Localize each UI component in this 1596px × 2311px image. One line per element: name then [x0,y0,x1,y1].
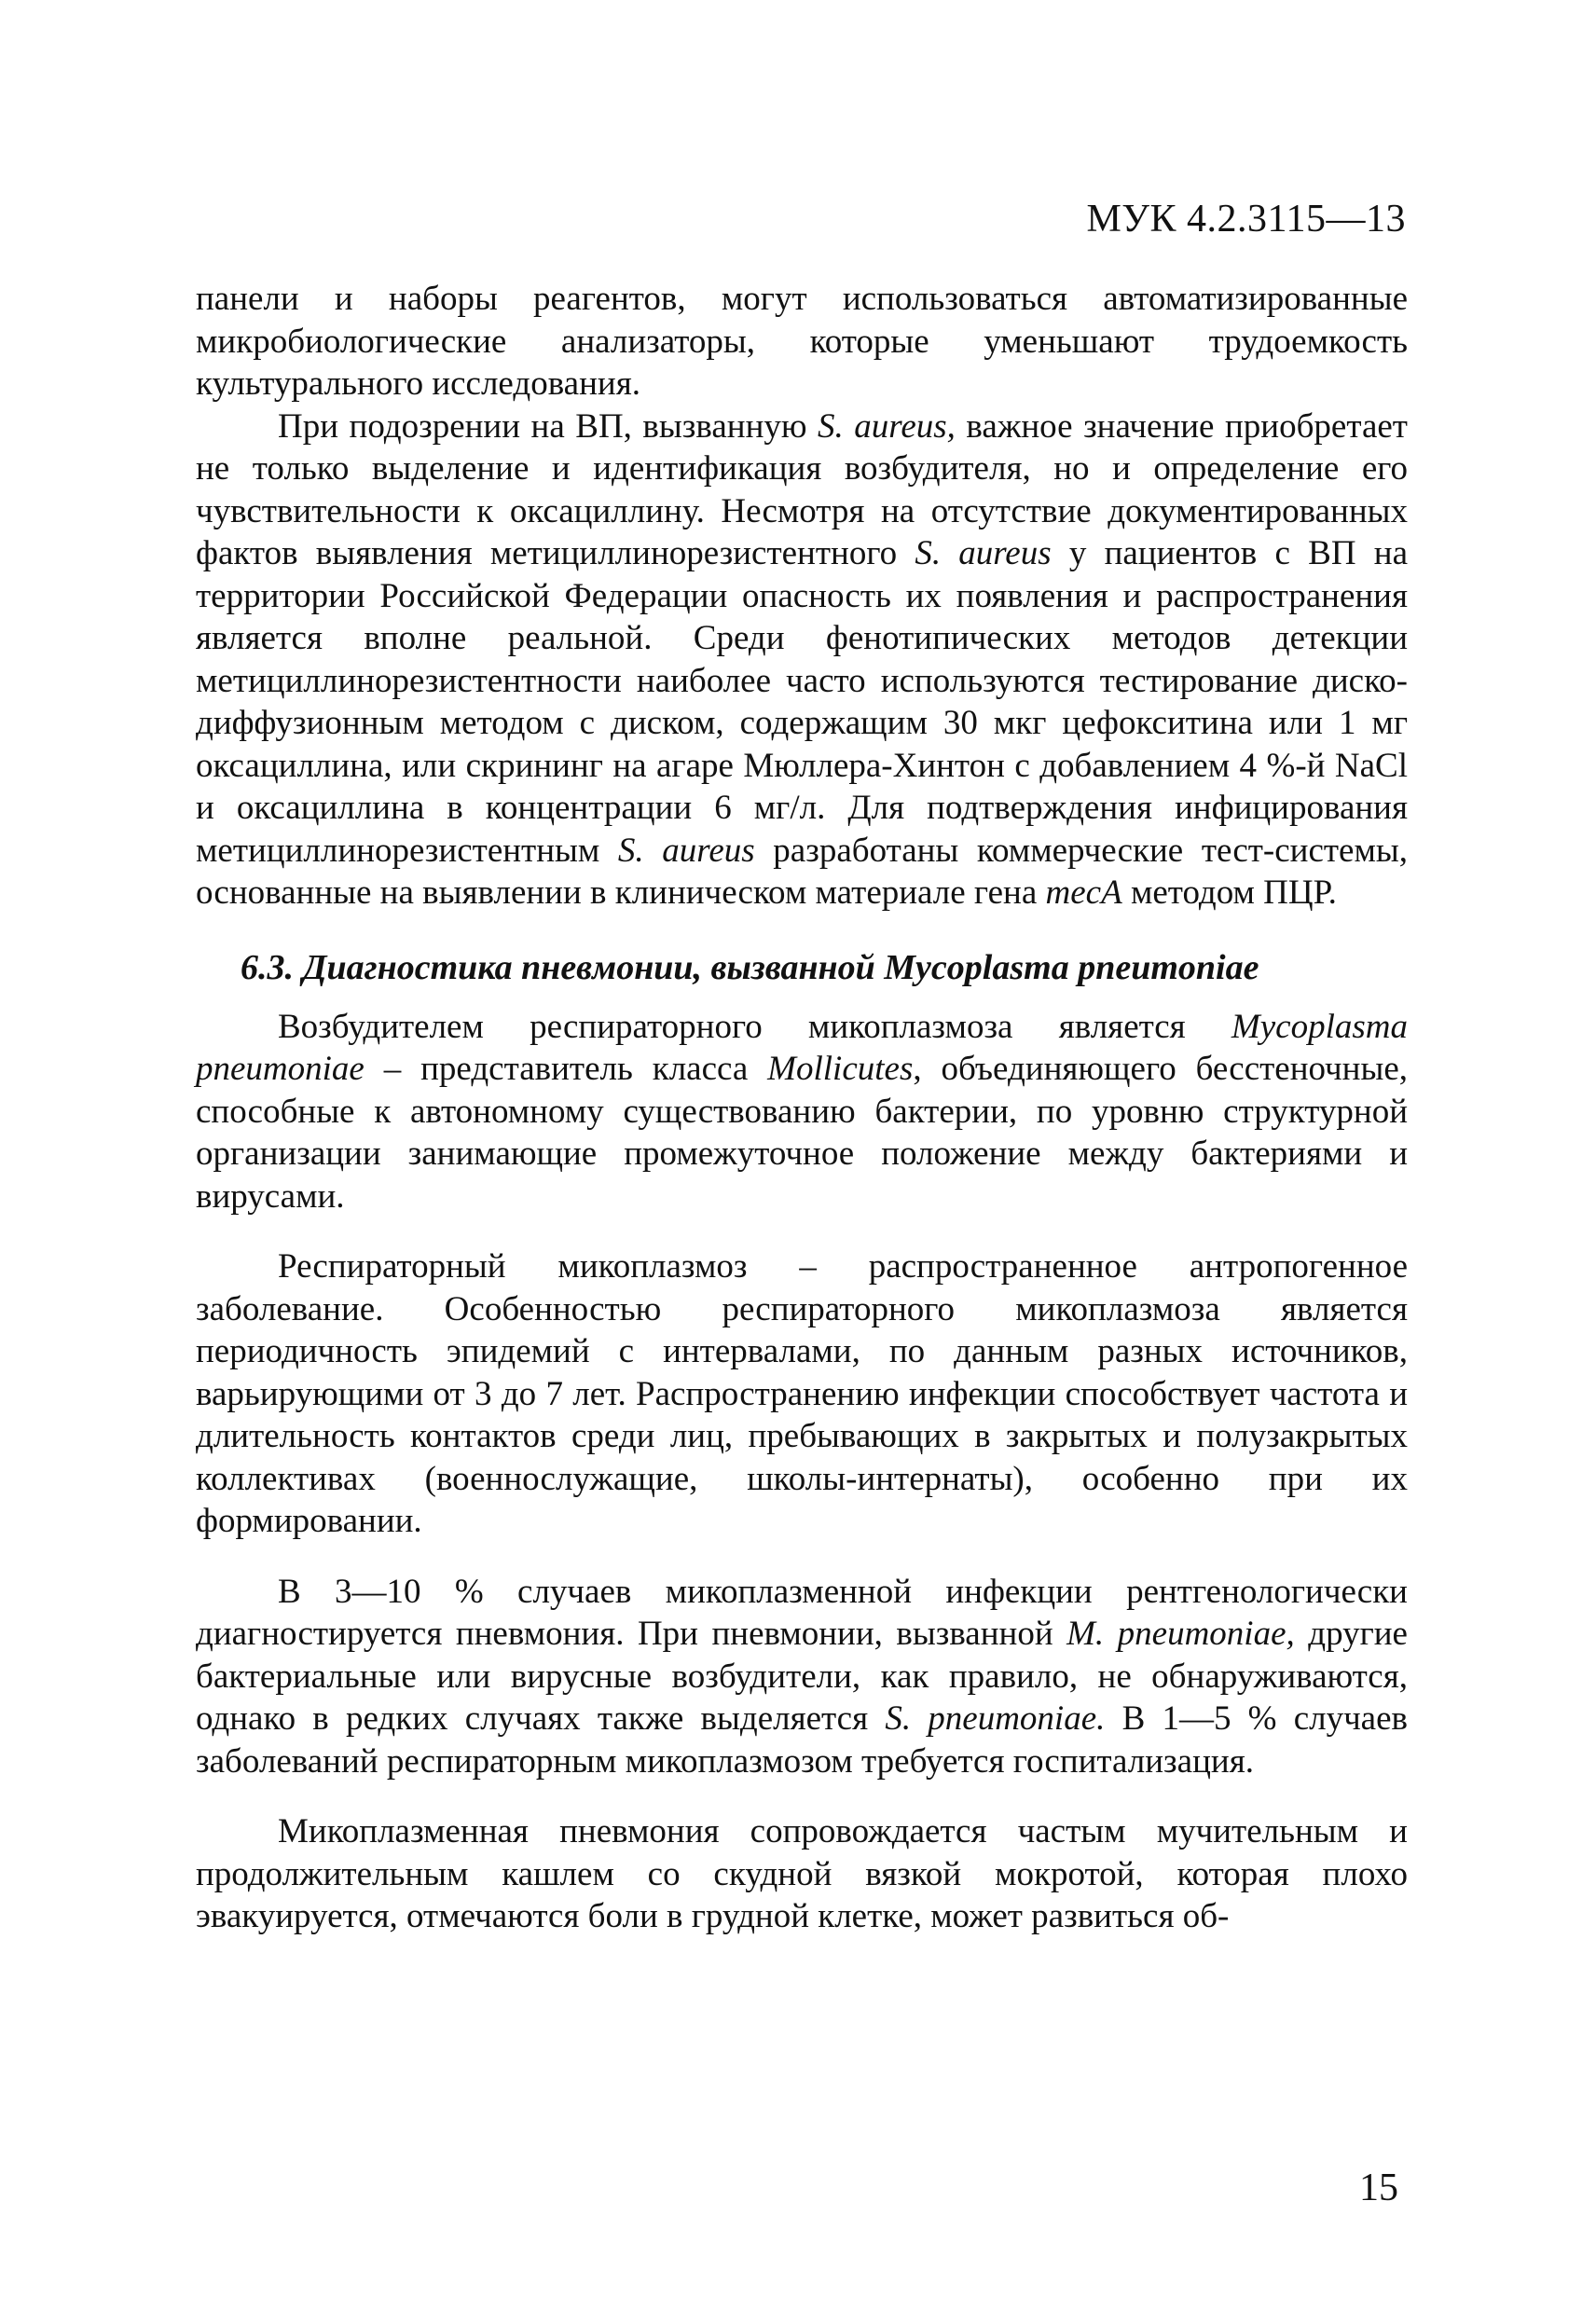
paragraph-1: панели и наборы реагентов, могут использоваться автоматизированные микробиологические анализаторы, которые уменьшают трудоемкость культурального исследования. [196,280,1408,403]
paragraph-6: Микоплазменная пневмония сопровождается частым мучительным и продолжительным кашлем со скудной вязкой мокротой, которая плохо эвакуируется, отмечаются боли в грудной клетке, может развиться об- [196,1812,1408,1935]
species-m-pneumoniae: M. pneumoniae, [1066,1615,1295,1653]
paragraph-2 [196,406,1408,915]
paragraph-2-text-d: разработаны коммерческие тест-системы, основанные на выявлении в клиническом материале гена [196,831,1409,912]
paragraph-5-text-b: другие бактериальные или вирусные возбудители, как правило, не обнаруживаются, однако в редких случаях также выделяется [196,1615,1408,1738]
paragraph-3 [196,1006,1408,1218]
species-s-aureus: S. aureus [617,831,755,870]
paragraph-3-text-c: , объединяющего бесстеночные, способные к автономному существованию бактерии, по уровню структурной организации занимающие промежуточное положение между бактериями и вирусами. [196,1050,1408,1216]
paragraph-5 [196,1571,1408,1783]
body-text [196,278,1408,1938]
paragraph-3-text-b: – представитель класса [364,1050,768,1088]
paragraph-4: Респираторный микоплазмоз – распространенное антропогенное заболевание. Особенностью респираторного микоплазмоза является периодичность эпидемий с интервалами, по данным разных источников, варьирующими от 3 до 7 лет. Распространению инфекции способствует частота и длительность контактов среди лиц, пребывающих в закрытых и полузакрытых коллективах (военнослужащие, школы-интернаты), особенно при их формировании. [196,1247,1408,1540]
paragraph-2-text-a: При подозрении на ВП, вызванную [278,406,819,446]
paragraph-3-text-a: Возбудителем респираторного микоплазмоза является [278,1007,1231,1046]
species-s-aureus: S. aureus [915,534,1052,572]
paragraph-2-text-e: методом ПЦР. [1121,874,1337,912]
gene-meca: mecA [1045,874,1122,912]
paragraph-5-text-a: В 3—10 % случаев микоплазменной инфекции рентгенологически диагностируется пневмония. При пневмонии, вызванной [196,1572,1408,1653]
document-code-header: МУК 4.2.3115—13 [1086,198,1406,241]
species-m-pneumoniae: Mycoplasma pneumoniae [196,1007,1408,1088]
page-number: 15 [1359,2167,1398,2209]
species-s-pneumoniae: S. pneumoniae. [885,1699,1106,1738]
paragraph-5-text-c: В 1—5 % случаев заболеваний респираторным микоплазмозом требуется госпитализация. [196,1699,1408,1781]
class-mollicutes: Mollicutes [767,1050,914,1088]
paragraph-2-text-b: важное значение приобретает не только выделение и идентификация возбудителя, но и определение его чувствительности к оксациллину. Несмотря на отсутствие документированных фактов выявления метициллинорезистентного [196,406,1408,572]
section-heading-6-3: 6.3. Диагностика пневмонии, вызванной Mycoplasma pneumoniae [241,947,1259,987]
paragraph-2-text-c: у пациентов с ВП на территории Российской Федерации опасность их появления и распространения является вполне реальной. Среди фенотипических методов детекции метициллинорезистентности наиболее часто используются тестирование диско-диффузионным методом с диском, содержащим 30 мкг цефокситина или 1 мг оксациллина, или скрининг на агаре Мюллера-Хинтон с добавлением 4 %-й NaCl и оксациллина в концентрации 6 мг/л. Для подтверждения инфицирования метициллинорезистентным [196,534,1408,870]
species-s-aureus: S. aureus, [818,406,956,446]
